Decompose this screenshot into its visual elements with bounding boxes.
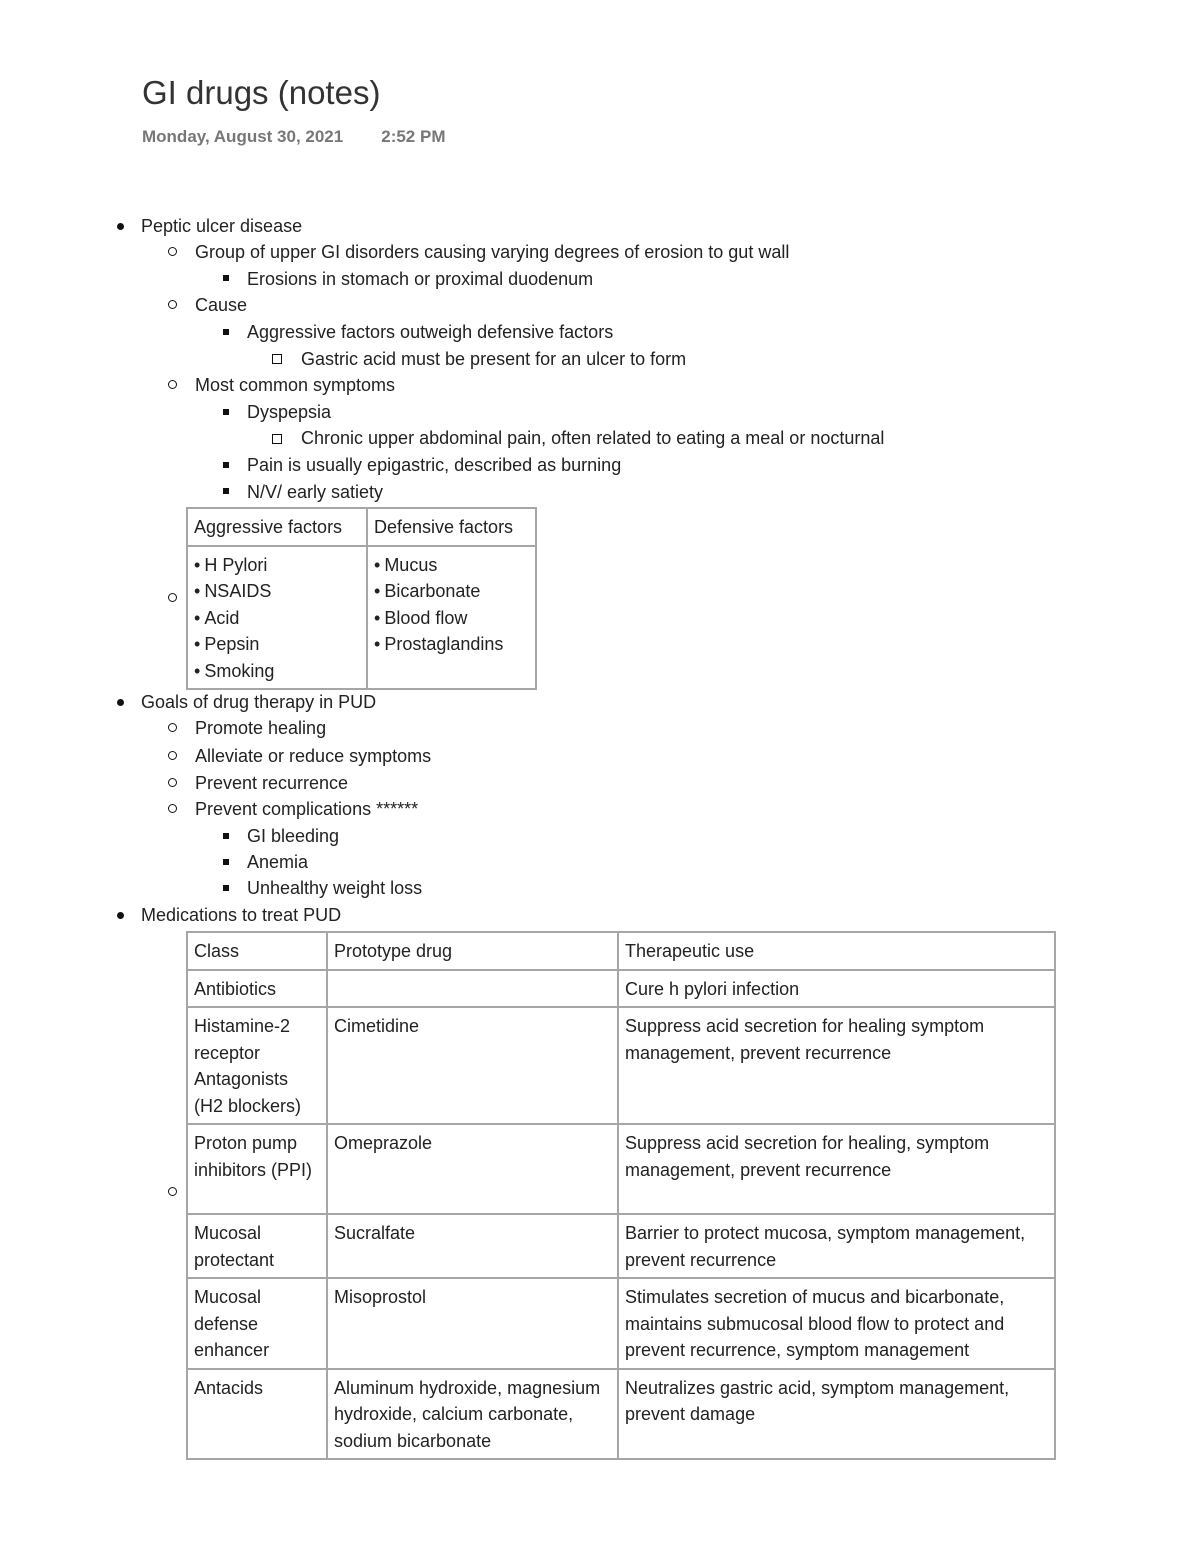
bullet-circle-icon bbox=[168, 380, 177, 389]
list-item: • Blood flow bbox=[374, 605, 529, 632]
table-cell: Stimulates secretion of mucus and bicarbonate, maintains submucosal blood flow to protect and prevent recurrence, symptom management bbox=[618, 1278, 1055, 1369]
table-cell: Histamine-2 receptor Antagonists (H2 blockers) bbox=[187, 1007, 327, 1124]
table-cell: Cimetidine bbox=[327, 1007, 618, 1124]
list-item: Goals of drug therapy in PUD bbox=[141, 692, 377, 712]
table-cell: Barrier to protect mucosa, symptom management, prevent recurrence bbox=[618, 1214, 1055, 1278]
list-item: Dyspepsia bbox=[247, 402, 332, 422]
list-item: Peptic ulcer disease bbox=[141, 216, 303, 236]
list-item: Alleviate or reduce symptoms bbox=[195, 746, 432, 766]
table-header-cell: Prototype drug bbox=[327, 932, 618, 970]
table-cell: Antacids bbox=[187, 1369, 327, 1460]
list-item: Most common symptoms bbox=[195, 375, 396, 395]
bullet-square-icon bbox=[223, 885, 229, 891]
table-row bbox=[187, 970, 1055, 1008]
table-cell bbox=[327, 970, 618, 1008]
defensive-factors-list bbox=[367, 546, 536, 690]
bullet-circle-icon bbox=[168, 723, 177, 732]
list-item: Unhealthy weight loss bbox=[247, 878, 423, 898]
list-item: Aggressive factors outweigh defensive factors bbox=[247, 322, 614, 342]
list-item: Prevent recurrence bbox=[195, 773, 349, 793]
table-cell: Mucosal protectant bbox=[187, 1214, 327, 1278]
table-cell: Omeprazole bbox=[327, 1124, 618, 1214]
table-row bbox=[187, 1124, 1055, 1214]
bullet-square-icon bbox=[223, 833, 229, 839]
table-row bbox=[187, 1369, 1055, 1460]
bullet-square-icon bbox=[223, 488, 229, 494]
list-item: Erosions in stomach or proximal duodenum bbox=[247, 269, 594, 289]
list-item: • Bicarbonate bbox=[374, 578, 529, 605]
page-timestamp bbox=[142, 127, 445, 147]
table-cell: Aluminum hydroxide, magnesium hydroxide, calcium carbonate, sodium bicarbonate bbox=[327, 1369, 618, 1460]
aggressive-factors-list bbox=[187, 546, 367, 690]
list-item: • H Pylori bbox=[194, 552, 360, 579]
list-item: GI bleeding bbox=[247, 826, 340, 846]
table-cell: Antibiotics bbox=[187, 970, 327, 1008]
bullet-circle-icon bbox=[168, 247, 177, 256]
table-header-cell: Aggressive factors bbox=[187, 508, 367, 546]
table-header-cell: Class bbox=[187, 932, 327, 970]
bullet-circle-icon bbox=[168, 1187, 177, 1196]
page-date: Monday, August 30, 2021 bbox=[142, 127, 344, 146]
bullet-hollow-square-icon bbox=[272, 354, 282, 364]
table-header-cell: Defensive factors bbox=[367, 508, 536, 546]
bullet-circle-icon bbox=[168, 778, 177, 787]
list-item: Anemia bbox=[247, 852, 309, 872]
table-cell: Misoprostol bbox=[327, 1278, 618, 1369]
list-item: Promote healing bbox=[195, 718, 327, 738]
list-item: N/V/ early satiety bbox=[247, 482, 384, 502]
bullet-circle-icon bbox=[168, 751, 177, 760]
table-row bbox=[187, 1278, 1055, 1369]
bullet-square-icon bbox=[223, 329, 229, 335]
table-row bbox=[187, 1007, 1055, 1124]
bullet-disc-icon bbox=[117, 912, 124, 919]
table-cell: Cure h pylori infection bbox=[618, 970, 1055, 1008]
bullet-circle-icon bbox=[168, 300, 177, 309]
table-cell: Neutralizes gastric acid, symptom management, prevent damage bbox=[618, 1369, 1055, 1460]
list-item: Group of upper GI disorders causing varying degrees of erosion to gut wall bbox=[195, 242, 790, 262]
table-cell: Mucosal defense enhancer bbox=[187, 1278, 327, 1369]
bullet-square-icon bbox=[223, 409, 229, 415]
list-item: Cause bbox=[195, 295, 248, 315]
list-item: Chronic upper abdominal pain, often related to eating a meal or nocturnal bbox=[301, 428, 885, 448]
bullet-circle-icon bbox=[168, 804, 177, 813]
list-item: Pain is usually epigastric, described as burning bbox=[247, 455, 622, 475]
table-cell: Sucralfate bbox=[327, 1214, 618, 1278]
list-item: • Smoking bbox=[194, 658, 360, 685]
list-item: Medications to treat PUD bbox=[141, 905, 342, 925]
table-header-row bbox=[187, 508, 536, 546]
list-item: • Prostaglandins bbox=[374, 631, 529, 658]
table-header-row bbox=[187, 932, 1055, 970]
list-item: • Mucus bbox=[374, 552, 529, 579]
table-cell: Suppress acid secretion for healing, symptom management, prevent recurrence bbox=[618, 1124, 1055, 1214]
factors-table bbox=[186, 507, 537, 690]
list-item: Gastric acid must be present for an ulcer to form bbox=[301, 349, 687, 369]
bullet-square-icon bbox=[223, 462, 229, 468]
table-cell: Proton pump inhibitors (PPI) bbox=[187, 1124, 327, 1214]
page-time: 2:52 PM bbox=[381, 127, 446, 146]
page-title: GI drugs (notes) bbox=[142, 74, 381, 111]
bullet-hollow-square-icon bbox=[272, 434, 282, 444]
list-item: • Acid bbox=[194, 605, 360, 632]
list-item: • NSAIDS bbox=[194, 578, 360, 605]
medications-table bbox=[186, 931, 1056, 1460]
table-row bbox=[187, 1214, 1055, 1278]
table-header-cell: Therapeutic use bbox=[618, 932, 1055, 970]
bullet-disc-icon bbox=[117, 699, 124, 706]
bullet-square-icon bbox=[223, 859, 229, 865]
bullet-disc-icon bbox=[117, 223, 124, 230]
list-item: Prevent complications ****** bbox=[195, 799, 419, 819]
table-row bbox=[187, 546, 536, 690]
bullet-square-icon bbox=[223, 275, 229, 281]
table-cell: Suppress acid secretion for healing symptom management, prevent recurrence bbox=[618, 1007, 1055, 1124]
list-item: • Pepsin bbox=[194, 631, 360, 658]
bullet-circle-icon bbox=[168, 593, 177, 602]
